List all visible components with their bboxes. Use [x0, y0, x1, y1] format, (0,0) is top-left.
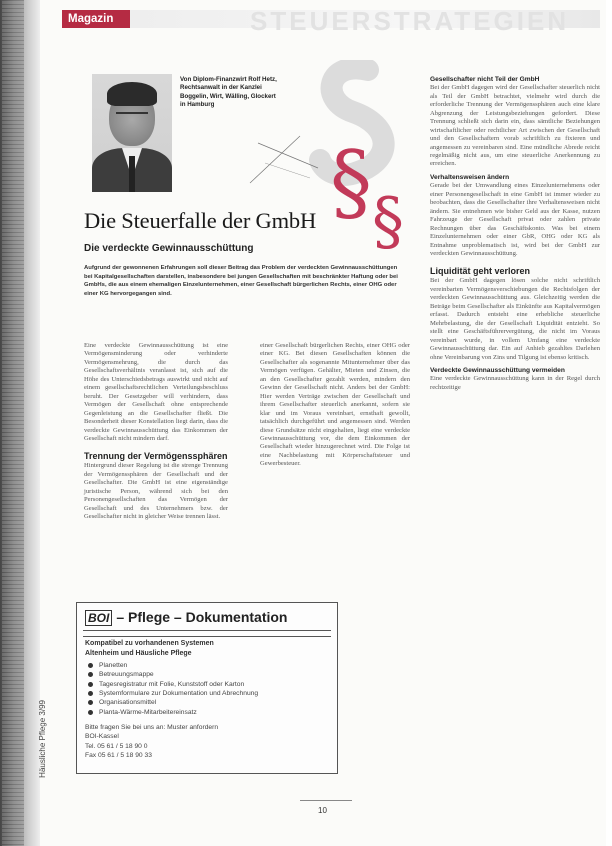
section-label: Magazin [62, 10, 130, 28]
ad-subheading-line: Kompatibel zu vorhandenen Systemen [85, 640, 214, 647]
header-ghost-text: STEUERSTRATEGIEN [250, 6, 570, 36]
body-text: Bei der GmbH dagegen wird der Gesellschafter steuerlich nicht als Teil der GmbH betrachtet, vielmehr wird durch die erforderliche Trennung der Vermögenssphären auch eine klare Abgrenzung der Leistungsbeziehungen gefordert. Diese Trennung schließt sich darin ein, dass sämtliche Beziehungen wirtschaftlicher oder rechtlicher Art zwischen der Gesellschaft und den Gesellschaftern vorab schriftlich zu fixieren und angemessen zu vereinbaren sind. Eine mündliche Abrede reicht regelmäßig nicht aus, um eine steuerliche Anerkennung zu erreichen. [430, 84, 600, 168]
ad-logo: BOI [85, 610, 112, 626]
list-item: Planta-Wärme-Mitarbeitereinsatz [87, 708, 327, 717]
section-heading: Liquidität geht verloren [430, 266, 531, 277]
ad-divider [83, 630, 331, 637]
ad-contact-line: Bitte fragen Sie bei uns an: Muster anfordern [85, 724, 219, 731]
article-column-1 [84, 342, 228, 522]
article-column-2 [260, 342, 410, 469]
ad-contact [85, 723, 325, 760]
section-heading: Verhaltensweisen ändern [430, 173, 510, 181]
ad-subheading-line: Altenheim und Häusliche Pflege [85, 649, 192, 657]
body-text: Eine verdeckte Gewinnausschüttung ist eine Vermögensminderung oder verhinderte Vermögensmehrung, die durch das Gesellschaftsverhältnis veranlasst ist, sich auf die Höhe des Unterschiedsbetrags auswirkt und nicht auf einem gesellschaftsrechtlichen Verteilungsbeschluss beruht. Der Gesetzgeber will verhindern, dass Vermögen der Gesellschaft ohne entsprechende Gegenleistung an die Gesellschafter fließt. Die Besonderheit dieser Konstellation liegt darin, dass die verdeckte Gewinnausschüttung das Einkommen der Gesellschaft nicht mindern darf. [84, 342, 228, 442]
scan-page-stack [2, 0, 24, 846]
ad-product-list [87, 661, 327, 717]
article-title: Die Steuerfalle der GmbH [84, 208, 316, 233]
author-caption: Von Diplom-Finanzwirt Rolf Hetz, Rechtsanwalt in der Kanzlei Boggelin, Wirt, Wälling, Glockert in Hamburg [180, 76, 277, 108]
article-subtitle: Die verdeckte Gewinnausschüttung [84, 243, 254, 254]
list-item: Tagesregistratur mit Folie, Kunststoff oder Karton [87, 680, 327, 689]
ad-contact-line: Fax 05 61 / 5 18 90 33 [85, 751, 152, 759]
page-number: 10 [318, 806, 327, 815]
body-text: einer Gesellschaft bürgerlichen Rechts, einer OHG oder einer KG. Bei diesen Gesellschaften können die Gesellschafter als sogenannte Mitunternehmer über das Vermögen verfügen. Gehälter, Mieten und Zinsen, die an den Gesellschafter gezahlt werden, mindern den Gewinn der Gesellschaft nicht. Anders bei der GmbH: Hier werden Verträge zwischen der Gesellschaft und ihrem Gesellschafter steuerlich anerkannt, sofern sie klar und im Voraus vereinbart, ernsthaft gewollt, tatsächlich durchgeführt und angemessen sind. Werden diese Grundsätze nicht eingehalten, liegt eine verdeckte Gewinnausschüttung vor, die dem Einkommen der Gesellschaft wieder hinzugerechnet wird. Die Folge ist eine Nachbelastung mit Körperschaftsteuer und Gewerbesteuer. [260, 342, 410, 468]
ad-subheading [85, 639, 325, 658]
body-text: Bei der GmbH dagegen lösen solche nicht schriftlich vereinbarten Vermögensverschiebungen die Rechtsfolgen der verdeckten Gewinnausschüttung aus. Gleichzeitig werden die Beträge beim Gesellschafter als Einkünfte aus Kapitalvermögen erfasst. Dadurch entsteht eine erhebliche steuerliche Mehrbelastung, die der Gesellschaft Liquidität entzieht. So stellt eine Geschäftsführervergütung, die nicht im Voraus vereinbart wurde, in vollem Umfang eine verdeckte Gewinnausschüttung dar. Ein auf Anhieb gezahltes Darlehen ohne Vereinbarung von Zins und Tilgung ist ebenso kritisch. [430, 277, 600, 361]
section-heading: Verdeckte Gewinnausschüttung vermeiden [430, 366, 565, 374]
article-lead: Aufgrund der gewonnenen Erfahrungen soll dieser Beitrag das Problem der verdeckten Gewinnausschüttungen bei Kapitalgesellschaften darstellen, insbesondere bei jungen Gesellschaften mit beschränkter Haftung oder bei GmbHs, die aus einem ehemaligen Einzelunternehmen, einer Gesellschaft bürgerlichen Rechts, einer OHG oder einer KG hervorgegangen sind. [84, 265, 398, 297]
paragraph-symbol-small: § [372, 185, 404, 259]
list-item: Betreuungsmappe [87, 670, 327, 679]
body-text: Gerade bei der Umwandlung eines Einzelunternehmens oder einer Personengesellschaft in eine GmbH ist immer wieder zu beobachten, dass die Gesellschafter ihre Verhaltensweisen nicht ändern. Sie entnehmen wie bisher Geld aus der Kasse, nutzen Fahrzeuge der Gesellschaft privat oder zahlen private Rechnungen über das Geschäftskonto. Was bei einem Einzelunternehmen oder einer GbR, OHG oder KG als Entnahme unproblematisch ist, wird bei der GmbH zur verdeckten Gewinnausschüttung. [430, 182, 600, 257]
ad-headline-text: – Pflege – Dokumentation [116, 609, 288, 625]
ad-contact-line: BOI-Kassel [85, 733, 119, 741]
list-item: Planetten [87, 661, 327, 670]
list-item: Systemformulare zur Dokumentation und Abrechnung [87, 689, 327, 698]
section-heading: Gesellschafter nicht Teil der GmbH [430, 76, 540, 83]
decorative-crosslines [240, 128, 320, 188]
advertisement-box [76, 602, 338, 774]
paragraph-symbol-large: § [330, 133, 372, 231]
section-heading: Trennung der Vermögenssphären [84, 451, 228, 462]
body-text: Hintergrund dieser Regelung ist die strenge Trennung der Vermögenssphären der Gesellschaft und der Gesellschafter. Die GmbH ist eine eigenständige juristische Person, während sich bei den Personengesellschaften das Vermögen der Gesellschaft und des Unternehmers bzw. der Gesellschafter nicht in gleicher Weise trennen lässt. [84, 462, 228, 521]
ad-contact-line: Tel. 05 61 / 5 18 90 0 [85, 742, 148, 750]
list-item: Organisationsmittel [87, 698, 327, 707]
page-number-rule [300, 800, 352, 801]
author-photo [92, 74, 172, 192]
article-column-3 [430, 76, 600, 392]
side-issue-label: Häusliche Pflege 3/99 [38, 700, 47, 778]
ad-headline [85, 609, 288, 626]
body-text: Eine verdeckte Gewinnausschüttung kann in der Regel durch rechtzeitige [430, 375, 600, 391]
